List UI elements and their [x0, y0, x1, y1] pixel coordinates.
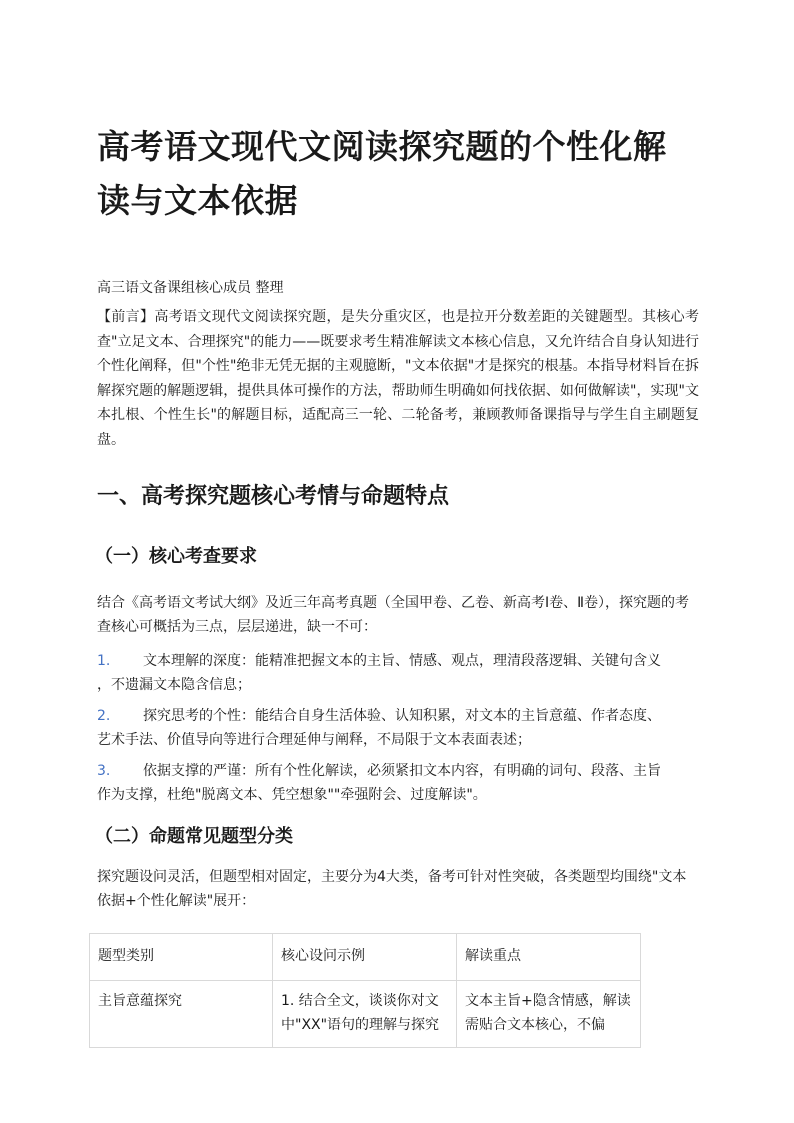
subsection-heading-question-types: （二）命题常见题型分类 — [95, 826, 293, 847]
question-types-table — [89, 933, 641, 1048]
question-types-intro: 探究题设问灵活，但题型相对固定，主要分为4大类，备考可针对性突破，各类题型均围绕"文本依据+个性化解读"展开： — [97, 869, 687, 909]
list-item-text: 依据支撑的严谨：所有个性化解读，必须紧扣文本内容，有明确的词句、段落、主旨 — [143, 763, 661, 779]
list-number: 1. — [97, 653, 111, 669]
list-item-text: 文本理解的深度：能精准把握文本的主旨、情感、观点，理清段落逻辑、关键句含义 — [143, 653, 661, 669]
table-header-cell: 解读重点 — [457, 934, 641, 981]
table-cell: 1. 结合全文，谈谈你对文中"XX"语句的理解与探究 — [273, 981, 457, 1048]
requirements-list — [97, 649, 699, 807]
list-item-text-continued: 艺术手法、价值导向等进行合理延伸与阐释，不局限于文本表面表述； — [97, 732, 531, 748]
list-item-text: 探究思考的个性：能结合自身生活体验、认知积累，对文本的主旨意蕴、作者态度、 — [143, 708, 661, 724]
list-item-text-continued: 作为支撑，杜绝"脱离文本、凭空想象""牵强附会、过度解读"。 — [97, 787, 487, 803]
subsection-heading-core-requirements: （一）核心考查要求 — [95, 546, 257, 567]
list-item-text-continued: ，不遗漏文本隐含信息； — [97, 677, 251, 693]
table-header-cell: 题型类别 — [90, 934, 273, 981]
list-number: 3. — [97, 763, 111, 779]
table-header-cell: 核心设问示例 — [273, 934, 457, 981]
section-heading-1: 一、高考探究题核心考情与命题特点 — [97, 484, 450, 509]
core-requirements-intro: 结合《高考语文考试大纲》及近三年高考真题（全国甲卷、乙卷、新高考Ⅰ卷、Ⅱ卷），探究题的考查核心可概括为三点，层层递进，缺一不可： — [97, 595, 690, 635]
list-item — [97, 759, 699, 807]
preface-paragraph: 【前言】高考语文现代文阅读探究题，是失分重灾区，也是拉开分数差距的关键题型。其核心考查"立足文本、合理探究"的能力——既要求考生精准解读文本核心信息，又允许结合自身认知进行个性化阐释，但"个性"绝非无凭无据的主观臆断，"文本依据"才是探究的根基。本指导材料旨在拆解探究题的解题逻辑，提供具体可操作的方法，帮助师生明确如何找依据、如何做解读"，实现"文本扎根、个性生长"的解题目标，适配高三一轮、二轮备考，兼顾教师备课指导与学生自主刷题复盘。 — [97, 309, 699, 448]
table-cell: 文本主旨+隐含情感，解读需贴合文本核心，不偏 — [457, 981, 641, 1048]
list-item — [97, 649, 699, 697]
document-title: 高考语文现代文阅读探究题的个性化解读与文本依据 — [97, 127, 667, 220]
table-cell: 主旨意蕴探究 — [90, 981, 273, 1048]
list-number: 2. — [97, 708, 111, 724]
list-item — [97, 704, 699, 752]
table-header-row — [90, 934, 641, 981]
byline: 高三语文备课组核心成员 整理 — [97, 280, 284, 296]
table-row — [90, 981, 641, 1048]
